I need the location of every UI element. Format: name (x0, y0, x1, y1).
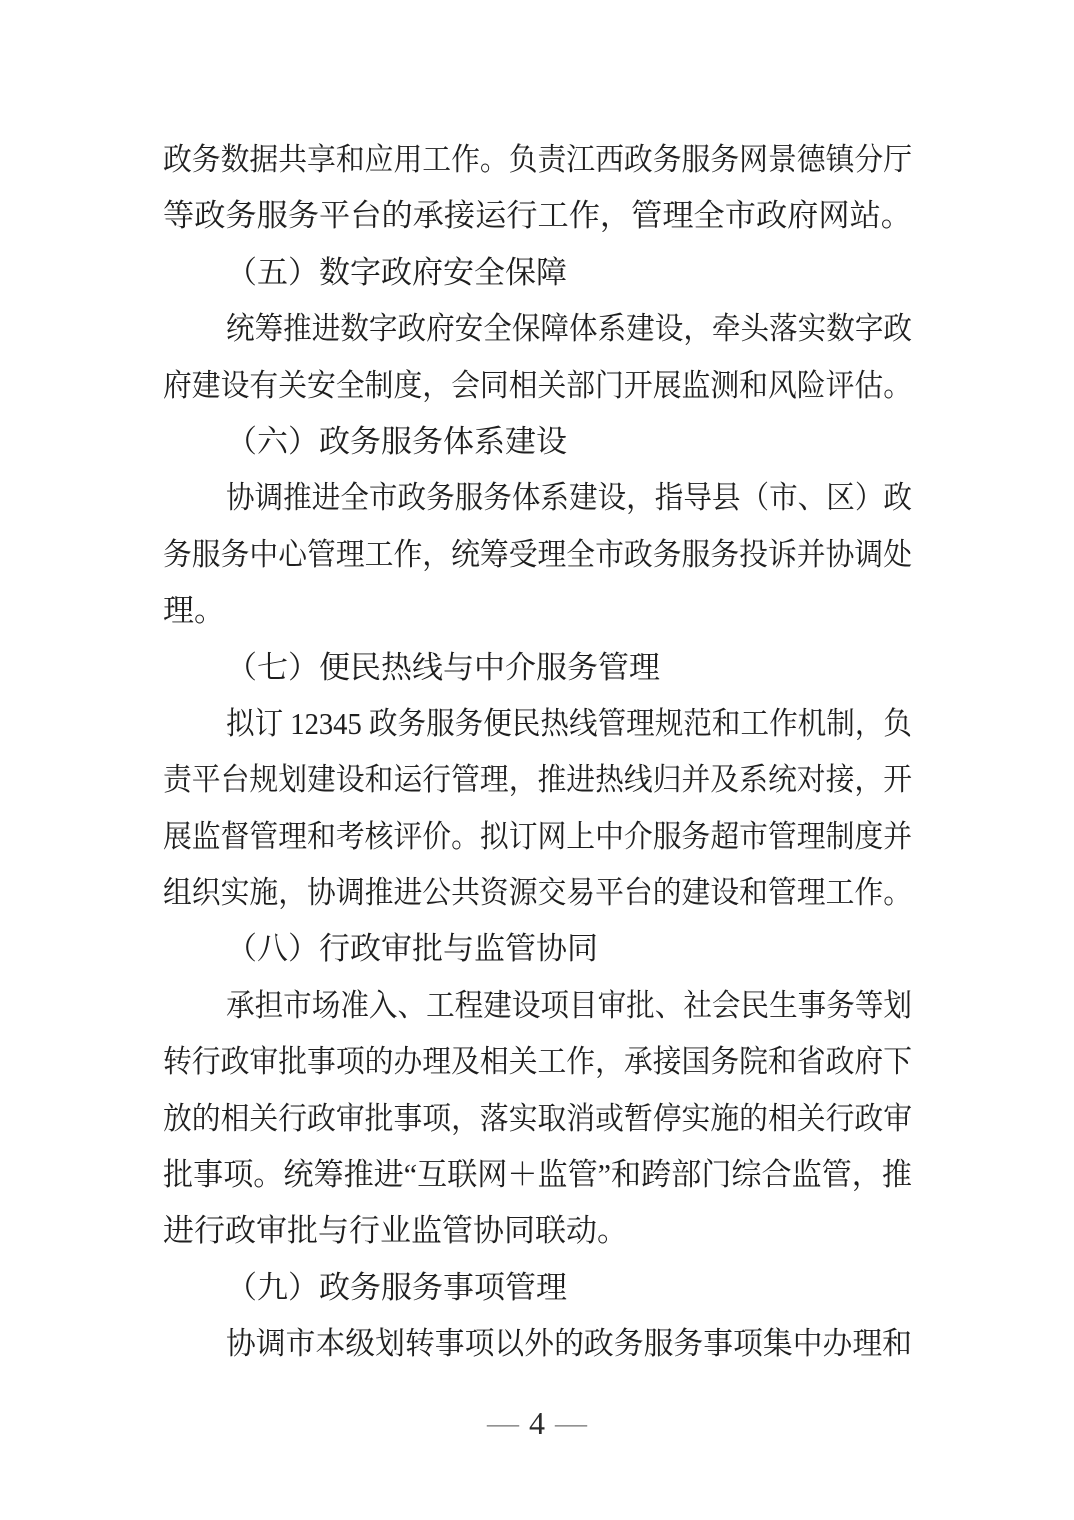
section-heading (163, 245, 923, 301)
text-run: （九）政务服务事项管理 (226, 1269, 567, 1305)
text-run: （八）行政审批与监管协同 (226, 931, 598, 967)
text-line (163, 1034, 923, 1090)
text-line (163, 696, 923, 752)
text-line (163, 1091, 923, 1147)
page-footer (0, 1402, 1074, 1444)
text-run: （六）政务服务体系建设 (226, 423, 567, 459)
text-run: 承担市场准入、工程建设项目审批、社会民生事务等划 (226, 987, 912, 1023)
section-heading (163, 414, 923, 470)
text-line (163, 1147, 923, 1203)
text-line (163, 978, 923, 1034)
text-line (163, 358, 923, 414)
text-line (163, 752, 923, 808)
text-run: 协调市本级划转事项以外的政务服务事项集中办理和 (226, 1326, 912, 1362)
text-line (163, 470, 923, 526)
text-run: 协调推进全市政务服务体系建设，指导县（市、区）政 (226, 480, 912, 516)
text-line (163, 527, 923, 583)
text-run: 进行政审批与行业监管协同联动。 (163, 1213, 628, 1249)
page-number: 4 (529, 1405, 545, 1441)
text-run: 政务数据共享和应用工作。负责江西政务服务网景德镇分厅 (163, 142, 912, 177)
text-line (163, 865, 923, 921)
text-run: 拟订 12345 政务服务便民热线管理规范和工作机制，负 (226, 705, 912, 741)
section-heading (163, 921, 923, 977)
text-line (163, 583, 923, 639)
text-run: 务服务中心管理工作，统筹受理全市政务服务投诉并协调处 (163, 536, 912, 572)
text-run: 组织实施，协调推进公共资源交易平台的建设和管理工作。 (163, 875, 912, 911)
text-run: 批事项。统筹推进“互联网＋监管”和跨部门综合监管，推 (163, 1157, 912, 1193)
text-run: 放的相关行政审批事项，落实取消或暂停实施的相关行政审 (163, 1100, 912, 1136)
text-line (163, 132, 923, 188)
text-run: 府建设有关安全制度，会同相关部门开展监测和风险评估。 (163, 367, 912, 403)
text-line (163, 301, 923, 357)
text-line (163, 1316, 923, 1372)
text-run: （五）数字政府安全保障 (226, 254, 567, 290)
text-run: 等政务服务平台的承接运行工作，管理全市政府网站。 (163, 198, 912, 234)
footer-dash-left: — (487, 1408, 519, 1438)
footer-dash-right: — (555, 1408, 587, 1438)
text-line (163, 1203, 923, 1259)
text-run: 责平台规划建设和运行管理，推进热线归并及系统对接，开 (163, 762, 912, 798)
text-run: 统筹推进数字政府安全保障体系建设，牵头落实数字政 (226, 311, 912, 347)
document-body (163, 132, 923, 1373)
text-run: 展监督管理和考核评价。拟订网上中介服务超市管理制度并 (163, 818, 912, 854)
text-run: （七）便民热线与中介服务管理 (226, 649, 660, 685)
text-run: 理。 (163, 593, 225, 629)
text-line (163, 188, 923, 244)
section-heading (163, 1260, 923, 1316)
section-heading (163, 640, 923, 696)
text-line (163, 809, 923, 865)
text-run: 转行政审批事项的办理及相关工作，承接国务院和省政府下 (163, 1044, 912, 1080)
